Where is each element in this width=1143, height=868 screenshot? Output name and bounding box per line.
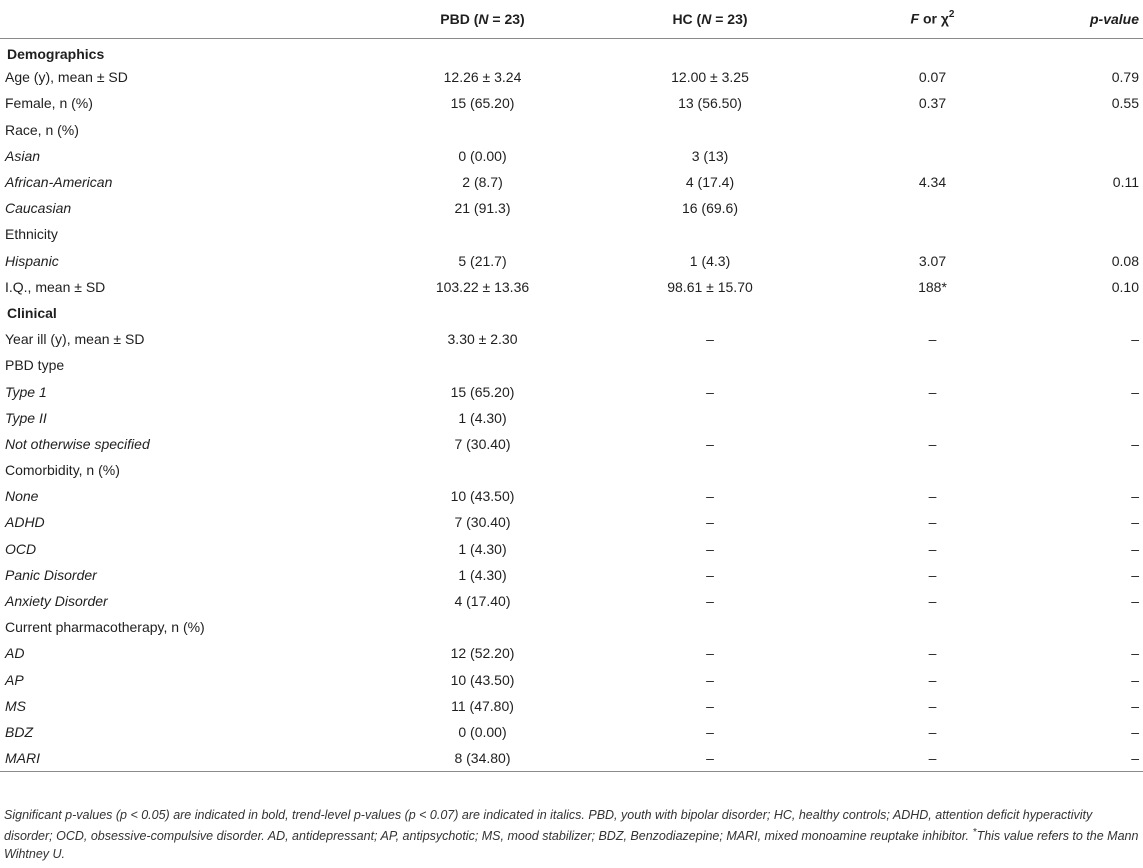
hc-value: –	[706, 671, 714, 688]
row-label: I.Q., mean ± SD	[5, 278, 106, 295]
table-row	[0, 143, 1143, 169]
pbd-value	[360, 457, 605, 483]
pbd-value: 11 (47.80)	[451, 697, 514, 714]
p-value: –	[1131, 593, 1139, 610]
hc-value	[605, 614, 815, 640]
stat-value	[815, 38, 1000, 64]
header-stat-f: F	[910, 11, 920, 28]
hc-value: 13 (56.50)	[678, 95, 742, 112]
table-row	[0, 509, 1143, 535]
p-value: –	[1131, 645, 1139, 662]
table-row	[0, 352, 1143, 378]
p-value: –	[1131, 331, 1139, 348]
header-p-column	[1000, 0, 1143, 38]
p-value: –	[1131, 697, 1139, 714]
row-label: AD	[5, 645, 25, 662]
stat-value: –	[928, 671, 937, 688]
stat-value: –	[928, 540, 937, 557]
header-hc-column	[605, 0, 815, 38]
table-footnote	[4, 806, 1139, 863]
footnote-text: Significant p-values (p < 0.05) are indicated in bold, trend-level p-values (p < 0.07) are indicated in italics. PBD, youth with bipolar disorder; HC, healthy controls; ADHD, attention deficit hyperactivity disorder; OCD, obsessive-compulsive disorder. AD, antidepressant; AP, antipsychotic; MS, mood stabilizer; BDZ, Benzodiazepine; MARI, mixed monoamine reuptake inhibitor.	[4, 808, 1093, 844]
header-hc-prefix: HC (	[672, 10, 702, 27]
row-label: Not otherwise specified	[5, 435, 150, 452]
row-label: Asian	[5, 147, 41, 164]
pbd-value: 2 (8.7)	[462, 174, 503, 191]
pbd-value: 15 (65.20)	[450, 383, 515, 400]
row-label: Comorbidity, n (%)	[5, 462, 120, 479]
p-value: –	[1131, 435, 1139, 452]
row-label: Demographics	[7, 45, 105, 62]
pbd-value: 4 (17.40)	[454, 593, 511, 610]
row-label: BDZ	[5, 723, 33, 740]
p-value: –	[1000, 745, 1143, 771]
hc-value	[605, 352, 815, 378]
hc-value: –	[706, 331, 714, 348]
pbd-value: 12.26 ± 3.24	[443, 69, 522, 86]
p-value	[1000, 38, 1143, 64]
hc-value: –	[706, 645, 714, 662]
pbd-value: 12 (52.20)	[450, 645, 515, 662]
p-value: –	[1131, 383, 1139, 400]
pbd-value: 3.30 ± 2.30	[447, 331, 518, 348]
stat-value	[815, 143, 1000, 169]
pbd-value: 0 (0.00)	[458, 147, 507, 164]
p-value: –	[1131, 540, 1139, 557]
table-row	[0, 169, 1143, 195]
row-label: OCD	[5, 540, 37, 557]
p-value	[1000, 352, 1143, 378]
table-row	[0, 667, 1143, 693]
stat-value: –	[928, 723, 937, 740]
hc-value: –	[706, 566, 714, 583]
pbd-value	[360, 614, 605, 640]
table-row	[0, 378, 1143, 404]
pbd-value: 5 (21.7)	[458, 252, 507, 269]
p-value: –	[1131, 671, 1139, 688]
hc-value	[605, 457, 815, 483]
stat-value: –	[928, 593, 937, 610]
hc-value: 4 (17.4)	[685, 174, 735, 191]
stat-value	[815, 614, 1000, 640]
row-label: Ethnicity	[5, 226, 58, 243]
hc-value	[605, 300, 815, 326]
pbd-value: 21 (91.3)	[454, 200, 511, 217]
pbd-value: 0 (0.00)	[458, 723, 507, 740]
row-label: Panic Disorder	[5, 566, 97, 583]
row-label: None	[5, 488, 39, 505]
stat-value	[815, 300, 1000, 326]
header-p-label: p-value	[1089, 10, 1139, 27]
pbd-value	[360, 117, 605, 143]
stat-value: –	[928, 566, 937, 583]
hc-value: –	[605, 745, 815, 771]
table-row	[0, 457, 1143, 483]
table-row	[0, 221, 1143, 247]
pbd-value	[360, 300, 605, 326]
hc-value: –	[706, 540, 714, 557]
header-stat-column	[815, 0, 1000, 38]
stat-value: –	[928, 645, 937, 662]
p-value	[1000, 195, 1143, 221]
stat-value: –	[928, 488, 937, 505]
table-row	[0, 405, 1143, 431]
row-label: MARI	[0, 745, 360, 771]
pbd-value: 1 (4.30)	[458, 566, 507, 583]
stat-value: 3.07	[918, 252, 947, 269]
hc-value: –	[706, 383, 714, 400]
p-value: 0.11	[1112, 174, 1139, 191]
table-row	[0, 117, 1143, 143]
pbd-value: 1 (4.30)	[458, 540, 507, 557]
p-value	[1000, 300, 1143, 326]
row-label: Year ill (y), mean ± SD	[5, 331, 145, 348]
table-row	[0, 64, 1143, 90]
pbd-value	[360, 221, 605, 247]
hc-value	[605, 38, 815, 64]
header-pbd-column	[360, 0, 605, 38]
row-label: Race, n (%)	[5, 121, 79, 138]
table-row	[0, 431, 1143, 457]
footnote-star: *	[972, 827, 977, 838]
hc-value: 12.00 ± 3.25	[671, 69, 749, 86]
header-label-column	[0, 0, 360, 38]
stat-value	[815, 195, 1000, 221]
row-label: African-American	[5, 174, 113, 191]
row-label: Caucasian	[5, 200, 72, 217]
p-value	[1000, 221, 1143, 247]
hc-value: 1 (4.3)	[689, 252, 731, 269]
p-value: 0.10	[1111, 278, 1139, 295]
table-row	[0, 274, 1143, 300]
row-label: Type II	[5, 409, 47, 426]
pbd-value: 8 (34.80)	[360, 745, 605, 771]
header-pbd-prefix: PBD (	[440, 10, 479, 27]
stat-value: 0.07	[918, 69, 947, 86]
stat-value: 4.34	[918, 174, 947, 191]
table-row	[0, 693, 1143, 719]
table-row	[0, 248, 1143, 274]
row-label: ADHD	[5, 514, 45, 531]
row-label: Type 1	[5, 383, 47, 400]
footnote-star-text: This value refers to the Mann Wihtney U.	[4, 829, 1139, 862]
stat-value: 0.37	[918, 95, 947, 112]
table-row	[0, 536, 1143, 562]
hc-value: 3 (13)	[691, 147, 729, 164]
hc-value	[605, 221, 815, 247]
table-row	[0, 614, 1143, 640]
row-label: AP	[5, 671, 24, 688]
pbd-value: 7 (30.40)	[454, 514, 511, 531]
stat-value: –	[928, 435, 937, 452]
row-label: Female, n (%)	[5, 95, 93, 112]
pbd-value: 10 (43.50)	[450, 671, 515, 688]
hc-value	[605, 405, 815, 431]
hc-value: –	[706, 723, 714, 740]
p-value	[1000, 117, 1143, 143]
table-header	[0, 0, 1143, 38]
header-stat-or: or χ	[919, 11, 949, 28]
stat-value	[815, 457, 1000, 483]
pbd-value: 1 (4.30)	[458, 409, 507, 426]
stat-value	[815, 221, 1000, 247]
stat-value: –	[928, 514, 937, 531]
p-value: 0.55	[1111, 95, 1139, 112]
hc-value: –	[706, 488, 714, 505]
p-value: 0.08	[1111, 252, 1139, 269]
row-label: PBD type	[5, 357, 65, 374]
section-row	[0, 38, 1143, 64]
table-row	[0, 640, 1143, 666]
row-label: Hispanic	[5, 252, 59, 269]
stat-value	[815, 352, 1000, 378]
header-pbd-suffix: = 23)	[488, 10, 525, 27]
row-label: MS	[5, 697, 26, 714]
pbd-value: 10 (43.50)	[450, 488, 515, 505]
table-row	[0, 90, 1143, 116]
header-pbd-n: N	[478, 10, 489, 27]
hc-value: –	[706, 593, 714, 610]
table-row	[0, 483, 1143, 509]
p-value	[1000, 405, 1143, 431]
stat-value	[815, 405, 1000, 431]
table-row	[0, 745, 1143, 771]
p-value	[1000, 143, 1143, 169]
pbd-value: 15 (65.20)	[450, 95, 515, 112]
hc-value: –	[706, 435, 714, 452]
table-row	[0, 588, 1143, 614]
hc-value: 16 (69.6)	[681, 200, 739, 217]
stat-value: –	[928, 331, 937, 348]
pbd-value	[360, 352, 605, 378]
hc-value: 98.61 ± 15.70	[667, 278, 753, 295]
row-label: Age (y), mean ± SD	[5, 69, 128, 86]
row-label: Clinical	[7, 304, 57, 321]
hc-value: –	[706, 697, 714, 714]
row-label: Anxiety Disorder	[5, 593, 108, 610]
table-row	[0, 719, 1143, 745]
table-row	[0, 326, 1143, 352]
row-label: Current pharmacotherapy, n (%)	[5, 619, 205, 636]
stat-value: –	[928, 697, 937, 714]
table-body	[0, 38, 1143, 771]
header-row	[0, 0, 1143, 38]
p-value: –	[1131, 723, 1139, 740]
stat-value: –	[815, 745, 1000, 771]
stat-value: 188*	[918, 278, 947, 295]
stat-value	[815, 117, 1000, 143]
table-row	[0, 195, 1143, 221]
pbd-value: 7 (30.40)	[454, 435, 511, 452]
p-value	[1000, 614, 1143, 640]
p-value: –	[1131, 514, 1139, 531]
pbd-value: 103.22 ± 13.36	[435, 278, 530, 295]
hc-value: –	[706, 514, 714, 531]
table-row	[0, 562, 1143, 588]
p-value	[1000, 457, 1143, 483]
stat-value: –	[928, 383, 937, 400]
header-hc-n: N	[701, 10, 712, 27]
p-value: –	[1131, 566, 1139, 583]
p-value: 0.79	[1111, 69, 1139, 86]
section-row	[0, 300, 1143, 326]
p-value: –	[1131, 488, 1139, 505]
header-hc-suffix: = 23)	[711, 10, 748, 27]
header-stat-sup: 2	[948, 9, 955, 21]
pbd-value	[360, 38, 605, 64]
hc-value	[605, 117, 815, 143]
